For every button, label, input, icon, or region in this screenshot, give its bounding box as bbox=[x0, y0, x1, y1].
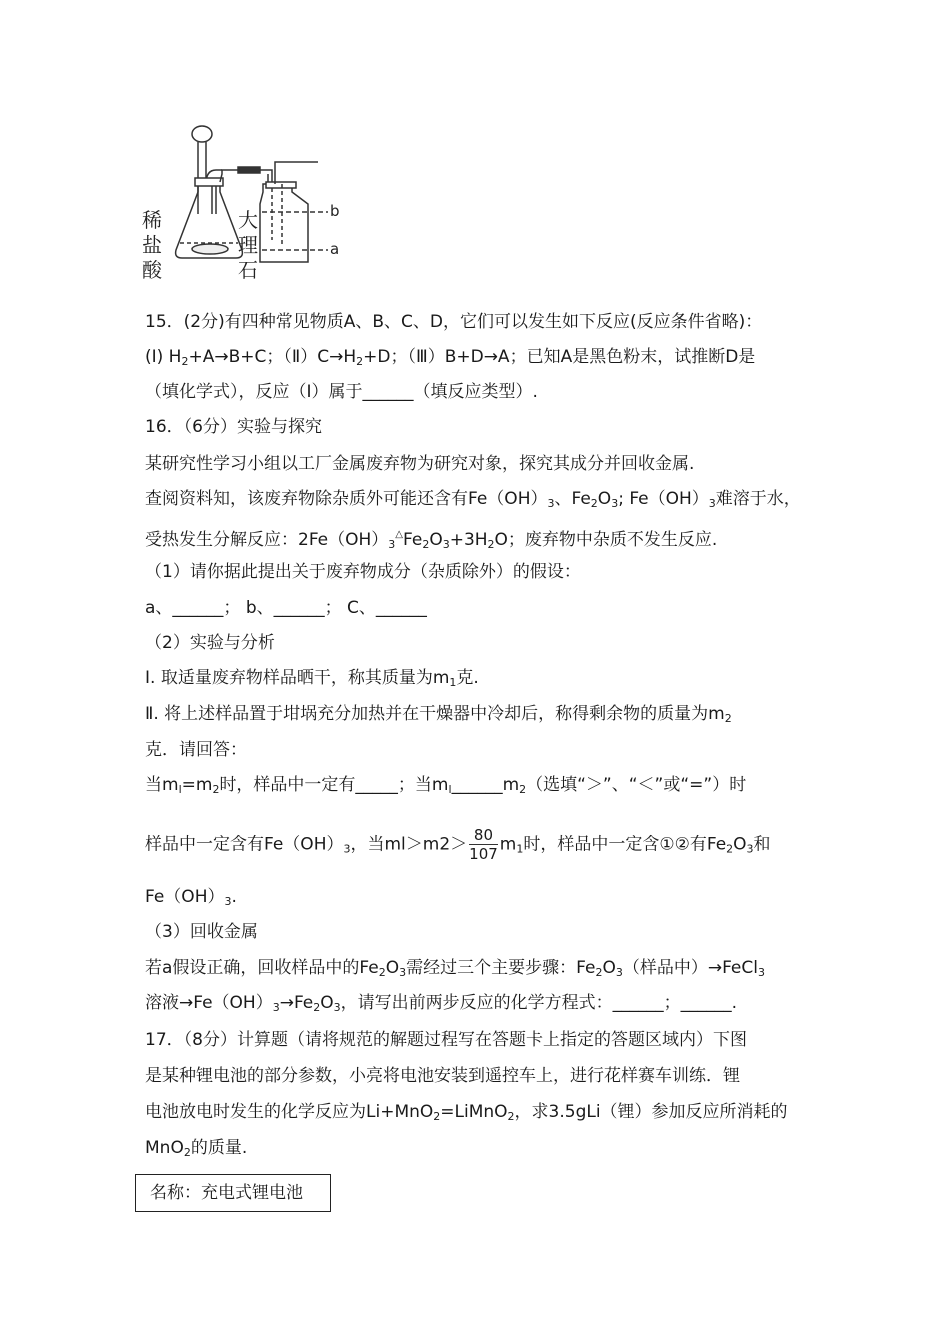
q16-reference: 查阅资料知，该废弃物除杂质外可能还含有$Fe(OH)_3$、$Fe_2O_3$; $Fe(OH)_3$难溶于水， bbox=[145, 489, 801, 510]
q16-part1: （1）请你据此提出关于废弃物成分（杂质除外）的假设： bbox=[145, 562, 581, 582]
q16-step2: Ⅱ. 将上述样品置于坩埚充分加热并在干燥器中冷却后，称得剩余物的质量为$m_2$ bbox=[145, 704, 732, 725]
q16-intro: 某研究性学习小组以工厂金属废弃物为研究对象，探究其成分并回收金属. bbox=[145, 454, 695, 474]
q16-fe-oh-line: $Fe(OH)_3$. bbox=[145, 887, 237, 908]
battery-name-box: 名称：充电式锂电池 bbox=[135, 1174, 331, 1212]
q15-line3: （填化学式），反应（Ⅰ）属于______（填反应类型）. bbox=[145, 382, 538, 402]
q16-step2-cont: 克．请回答： bbox=[145, 740, 247, 760]
q16-contains-line: 样品中一定含有$Fe(OH)_3$，当ml＞m2＞ $\frac{80}{107}$ $m_1$时，样品中一定含①②有$Fe_2O_3$和 bbox=[145, 826, 771, 863]
level-a-label: a bbox=[330, 240, 340, 258]
q16-recovery-line2: 溶液$\to Fe(OH)_3\to Fe_2O_3$，请写出前两步反应的化学方程式：______；______. bbox=[145, 993, 738, 1014]
q16-hypotheses: a、______； b、______； C、______ bbox=[145, 598, 427, 618]
fraction-80-107: $\frac{80}{107}$ bbox=[469, 826, 498, 863]
q16-recovery-line1: 若a假设正确，回收样品中的$Fe_2O_3$需经过三个主要步骤：$Fe_2O_3$（样品中）→FeCl$_3$ bbox=[145, 958, 765, 979]
hydrochloric-acid-label: 稀 盐 酸 bbox=[142, 208, 162, 282]
q16-part2: （2）实验与分析 bbox=[145, 633, 275, 653]
q17-line1: 17．（8分）计算题（请将规范的解题过程写在答题卡上指定的答题区域内）下图 bbox=[145, 1030, 747, 1050]
q15-line2: (Ⅰ) $H_2+A\to B+C$；$(Ⅱ)C\to H_2+D$；（Ⅲ）B+D→A；已知A是黑色粉末，试推断D是 bbox=[145, 347, 756, 368]
level-b-label: b bbox=[330, 202, 340, 220]
q17-line2: 是某种锂电池的部分参数，小亮将电池安装到遥控车上，进行花样赛车训练．锂 bbox=[145, 1066, 740, 1086]
q16-title: 16．（6分）实验与探究 bbox=[145, 417, 322, 437]
q16-step1: Ⅰ. 取适量废弃物样品晒干，称其质量为$m_1$克. bbox=[145, 668, 479, 689]
q16-decomposition: 受热发生分解反应：$2Fe(OH)_3^\triangle Fe_2O_3+3H_2O$；废弃物中杂质不发生反应. bbox=[145, 529, 718, 551]
q17-line3: 电池放电时发生的化学反应为Li+MnO$_2$=LiMnO$_2$，求3.5gLi（锂）参加反应所消耗的 bbox=[145, 1102, 788, 1123]
q17-line4: MnO$_2$的质量. bbox=[145, 1138, 248, 1159]
apparatus-figure bbox=[140, 122, 350, 282]
q16-part3: （3）回收金属 bbox=[145, 922, 258, 942]
q15-line1: 15．(2分)有四种常见物质A、B、C、D，它们可以发生如下反应(反应条件省略)： bbox=[145, 312, 763, 332]
marble-label: 大 理 石 bbox=[238, 208, 258, 282]
q16-when-line: 当$m_l=m_2$时，样品中一定有_____；当$m_l\_\_\_\_\_\_m_2$（选填“＞”、“＜”或“=”）时 bbox=[145, 775, 747, 796]
